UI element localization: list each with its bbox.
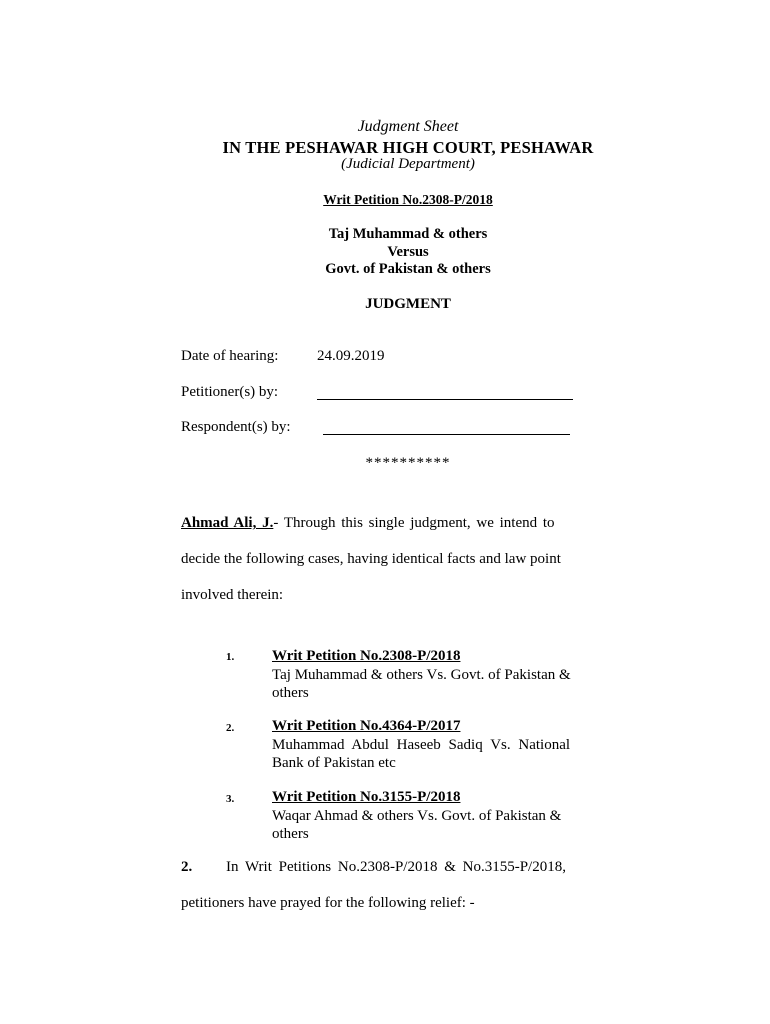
case-list-title: Writ Petition No.4364-P/2017	[272, 718, 461, 734]
section-separator: **********	[365, 455, 451, 471]
date-of-hearing-value: 24.09.2019	[317, 348, 385, 364]
case-list-parties-cont: others	[272, 685, 309, 701]
case-list-title: Writ Petition No.2308-P/2018	[272, 648, 461, 664]
case-list-parties: Taj Muhammad & others Vs. Govt. of Pakistan &	[272, 667, 571, 683]
case-list-parties: Waqar Ahmad & others Vs. Govt. of Pakistan &	[272, 808, 562, 824]
intro-text-1: - Through this single judgment, we intend to	[273, 515, 555, 531]
case-list-number: 3.	[226, 793, 235, 805]
case-list-number: 2.	[226, 722, 235, 734]
document-title: Judgment Sheet	[357, 118, 459, 135]
case-list-parties-cont: others	[272, 826, 309, 842]
intro-line-1	[181, 515, 634, 532]
petitioner-counsel-blank	[317, 399, 573, 400]
respondent-counsel-blank	[323, 434, 570, 435]
case-list-title: Writ Petition No.3155-P/2018	[272, 789, 461, 805]
intro-line-3: involved therein:	[181, 587, 284, 603]
paragraph-2-line-2: petitioners have prayed for the following relief: -	[181, 895, 475, 911]
case-number: Writ Petition No.2308-P/2018	[323, 192, 493, 207]
case-list-number: 1.	[226, 651, 235, 663]
court-name: IN THE PESHAWAR HIGH COURT, PESHAWAR	[222, 138, 594, 157]
respondent-counsel-label: Respondent(s) by:	[181, 419, 291, 435]
judge-name: Ahmad Ali, J.	[181, 515, 274, 531]
respondent-party: Govt. of Pakistan & others	[325, 261, 491, 277]
paragraph-2-line-1: In Writ Petitions No.2308-P/2018 & No.3155-P/2018,	[226, 859, 566, 875]
versus-label: Versus	[387, 244, 429, 260]
petitioner-party: Taj Muhammad & others	[328, 226, 488, 242]
case-list-parties: Muhammad Abdul Haseeb Sadiq Vs. National	[272, 737, 571, 753]
case-list-parties-cont: Bank of Pakistan etc	[272, 755, 396, 771]
date-of-hearing-label: Date of hearing:	[181, 348, 279, 364]
judgment-heading: JUDGMENT	[365, 296, 451, 312]
paragraph-number: 2.	[181, 859, 193, 875]
intro-line-2: decide the following cases, having identical facts and law point	[181, 551, 561, 567]
petitioner-counsel-label: Petitioner(s) by:	[181, 384, 279, 400]
department: (Judicial Department)	[341, 156, 475, 172]
